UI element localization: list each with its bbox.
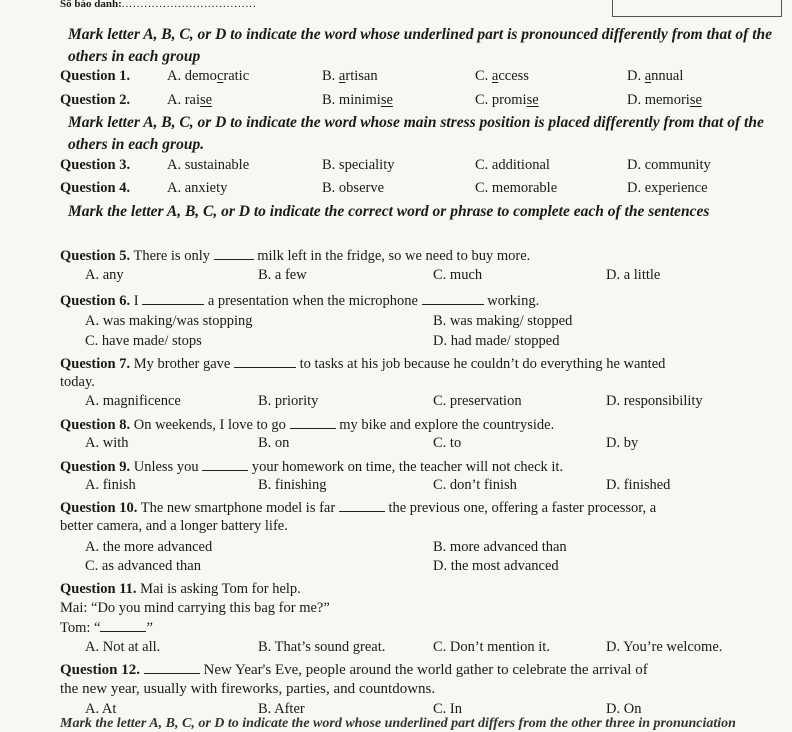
question-3: Question 3. (60, 157, 131, 173)
q11-option-b: B. That’s sound great. (258, 639, 386, 655)
question-10-continued: better camera, and a longer battery life. (60, 518, 288, 534)
q2-option-a: A. raise (167, 92, 213, 108)
blank[interactable] (144, 659, 200, 674)
header-box (612, 0, 782, 17)
q1-option-d: D. annual (627, 68, 684, 84)
q12-option-b: B. After (258, 701, 305, 717)
blank[interactable] (422, 290, 484, 305)
candidate-number-label: Số báo danh:.................................... (60, 0, 257, 10)
question-12: Question 12. New Year's Eve, people around the world gather to celebrate the arrival of (60, 659, 648, 680)
q5-option-b: B. a few (258, 267, 307, 283)
q8-option-b: B. on (258, 435, 290, 451)
question-12-continued: the new year, usually with fireworks, parties, and countdowns. (60, 681, 436, 697)
section-2-instruction: Mark letter A, B, C, or D to indicate the word whose main stress position is placed differently from that of the others in each group. (68, 114, 764, 153)
q7-option-c: C. preservation (433, 393, 522, 409)
question-1: Question 1. (60, 68, 131, 84)
q2-option-b: B. minimise (322, 92, 393, 108)
question-7-continued: today. (60, 374, 95, 390)
q1-option-c: C. access (475, 68, 529, 84)
q6-option-a: A. was making/was stopping (85, 313, 253, 329)
q9-option-b: B. finishing (258, 477, 327, 493)
blank[interactable] (234, 353, 296, 368)
section-3-instruction: Mark the letter A, B, C, or D to indicate the correct word or phrase to complete each of the sentences (68, 203, 710, 220)
q3-option-d: D. community (627, 157, 711, 173)
q9-option-d: D. finished (606, 477, 671, 493)
q10-option-d: D. the most advanced (433, 558, 559, 574)
q6-option-d: D. had made/ stopped (433, 333, 560, 349)
q5-option-a: A. any (85, 267, 124, 283)
q3-option-b: B. speciality (322, 157, 395, 173)
q8-option-a: A. with (85, 435, 129, 451)
q11-option-a: A. Not at all. (85, 639, 161, 655)
question-11-dialogue-tom: Tom: “ ” (60, 617, 153, 638)
q12-option-c: C. In (433, 701, 462, 717)
q7-option-d: D. responsibility (606, 393, 703, 409)
q4-option-a: A. anxiety (167, 180, 228, 196)
question-11-dialogue-mai: Mai: “Do you mind carrying this bag for me?” (60, 600, 330, 616)
question-9: Question 9. Unless you your homework on time, the teacher will not check it. (60, 456, 563, 477)
q11-option-c: C. Don’t mention it. (433, 639, 550, 655)
q6-option-c: C. have made/ stops (85, 333, 202, 349)
q11-option-d: D. You’re welcome. (606, 639, 723, 655)
next-section-instruction-cutoff: Mark the letter A, B, C, or D to indicate the word whose underlined part differs from the other three in pronunciation (60, 716, 736, 731)
blank[interactable] (100, 617, 146, 632)
question-6: Question 6. I a presentation when the microphone working. (60, 290, 539, 311)
section-1-instruction: Mark letter A, B, C, or D to indicate the word whose underlined part is pronounced differently from that of the others in each group (68, 26, 773, 65)
question-5: Question 5. There is only milk left in the fridge, so we need to buy more. (60, 245, 530, 266)
q10-option-c: C. as advanced than (85, 558, 201, 574)
q4-option-c: C. memorable (475, 180, 558, 196)
q6-option-b: B. was making/ stopped (433, 313, 573, 329)
q4-option-d: D. experience (627, 180, 708, 196)
question-10: Question 10. The new smartphone model is far the previous one, offering a faster processor, a (60, 497, 656, 518)
q5-option-c: C. much (433, 267, 483, 283)
question-8: Question 8. On weekends, I love to go my bike and explore the countryside. (60, 414, 554, 435)
question-2: Question 2. (60, 92, 131, 108)
q12-option-d: D. On (606, 701, 642, 717)
q7-option-a: A. magnificence (85, 393, 181, 409)
blank[interactable] (142, 290, 204, 305)
q1-option-a: A. democratic (167, 68, 250, 84)
blank[interactable] (290, 414, 336, 429)
question-7: Question 7. My brother gave to tasks at his job because he couldn’t do everything he wanted (60, 353, 665, 374)
q8-option-d: D. by (606, 435, 639, 451)
q12-option-a: A. At (85, 701, 117, 717)
q3-option-c: C. additional (475, 157, 550, 173)
q8-option-c: C. to (433, 435, 462, 451)
blank[interactable] (339, 497, 385, 512)
q5-option-d: D. a little (606, 267, 661, 283)
question-11: Question 11. Mai is asking Tom for help. (60, 581, 301, 597)
q10-option-a: A. the more advanced (85, 539, 213, 555)
q9-option-a: A. finish (85, 477, 136, 493)
q1-option-b: B. artisan (322, 68, 378, 84)
q9-option-c: C. don’t finish (433, 477, 517, 493)
blank[interactable] (202, 456, 248, 471)
q4-option-b: B. observe (322, 180, 385, 196)
q2-option-c: C. promise (475, 92, 539, 108)
q3-option-a: A. sustainable (167, 157, 250, 173)
q2-option-d: D. memorise (627, 92, 702, 108)
q10-option-b: B. more advanced than (433, 539, 567, 555)
blank[interactable] (214, 245, 254, 260)
q7-option-b: B. priority (258, 393, 319, 409)
question-4: Question 4. (60, 180, 131, 196)
